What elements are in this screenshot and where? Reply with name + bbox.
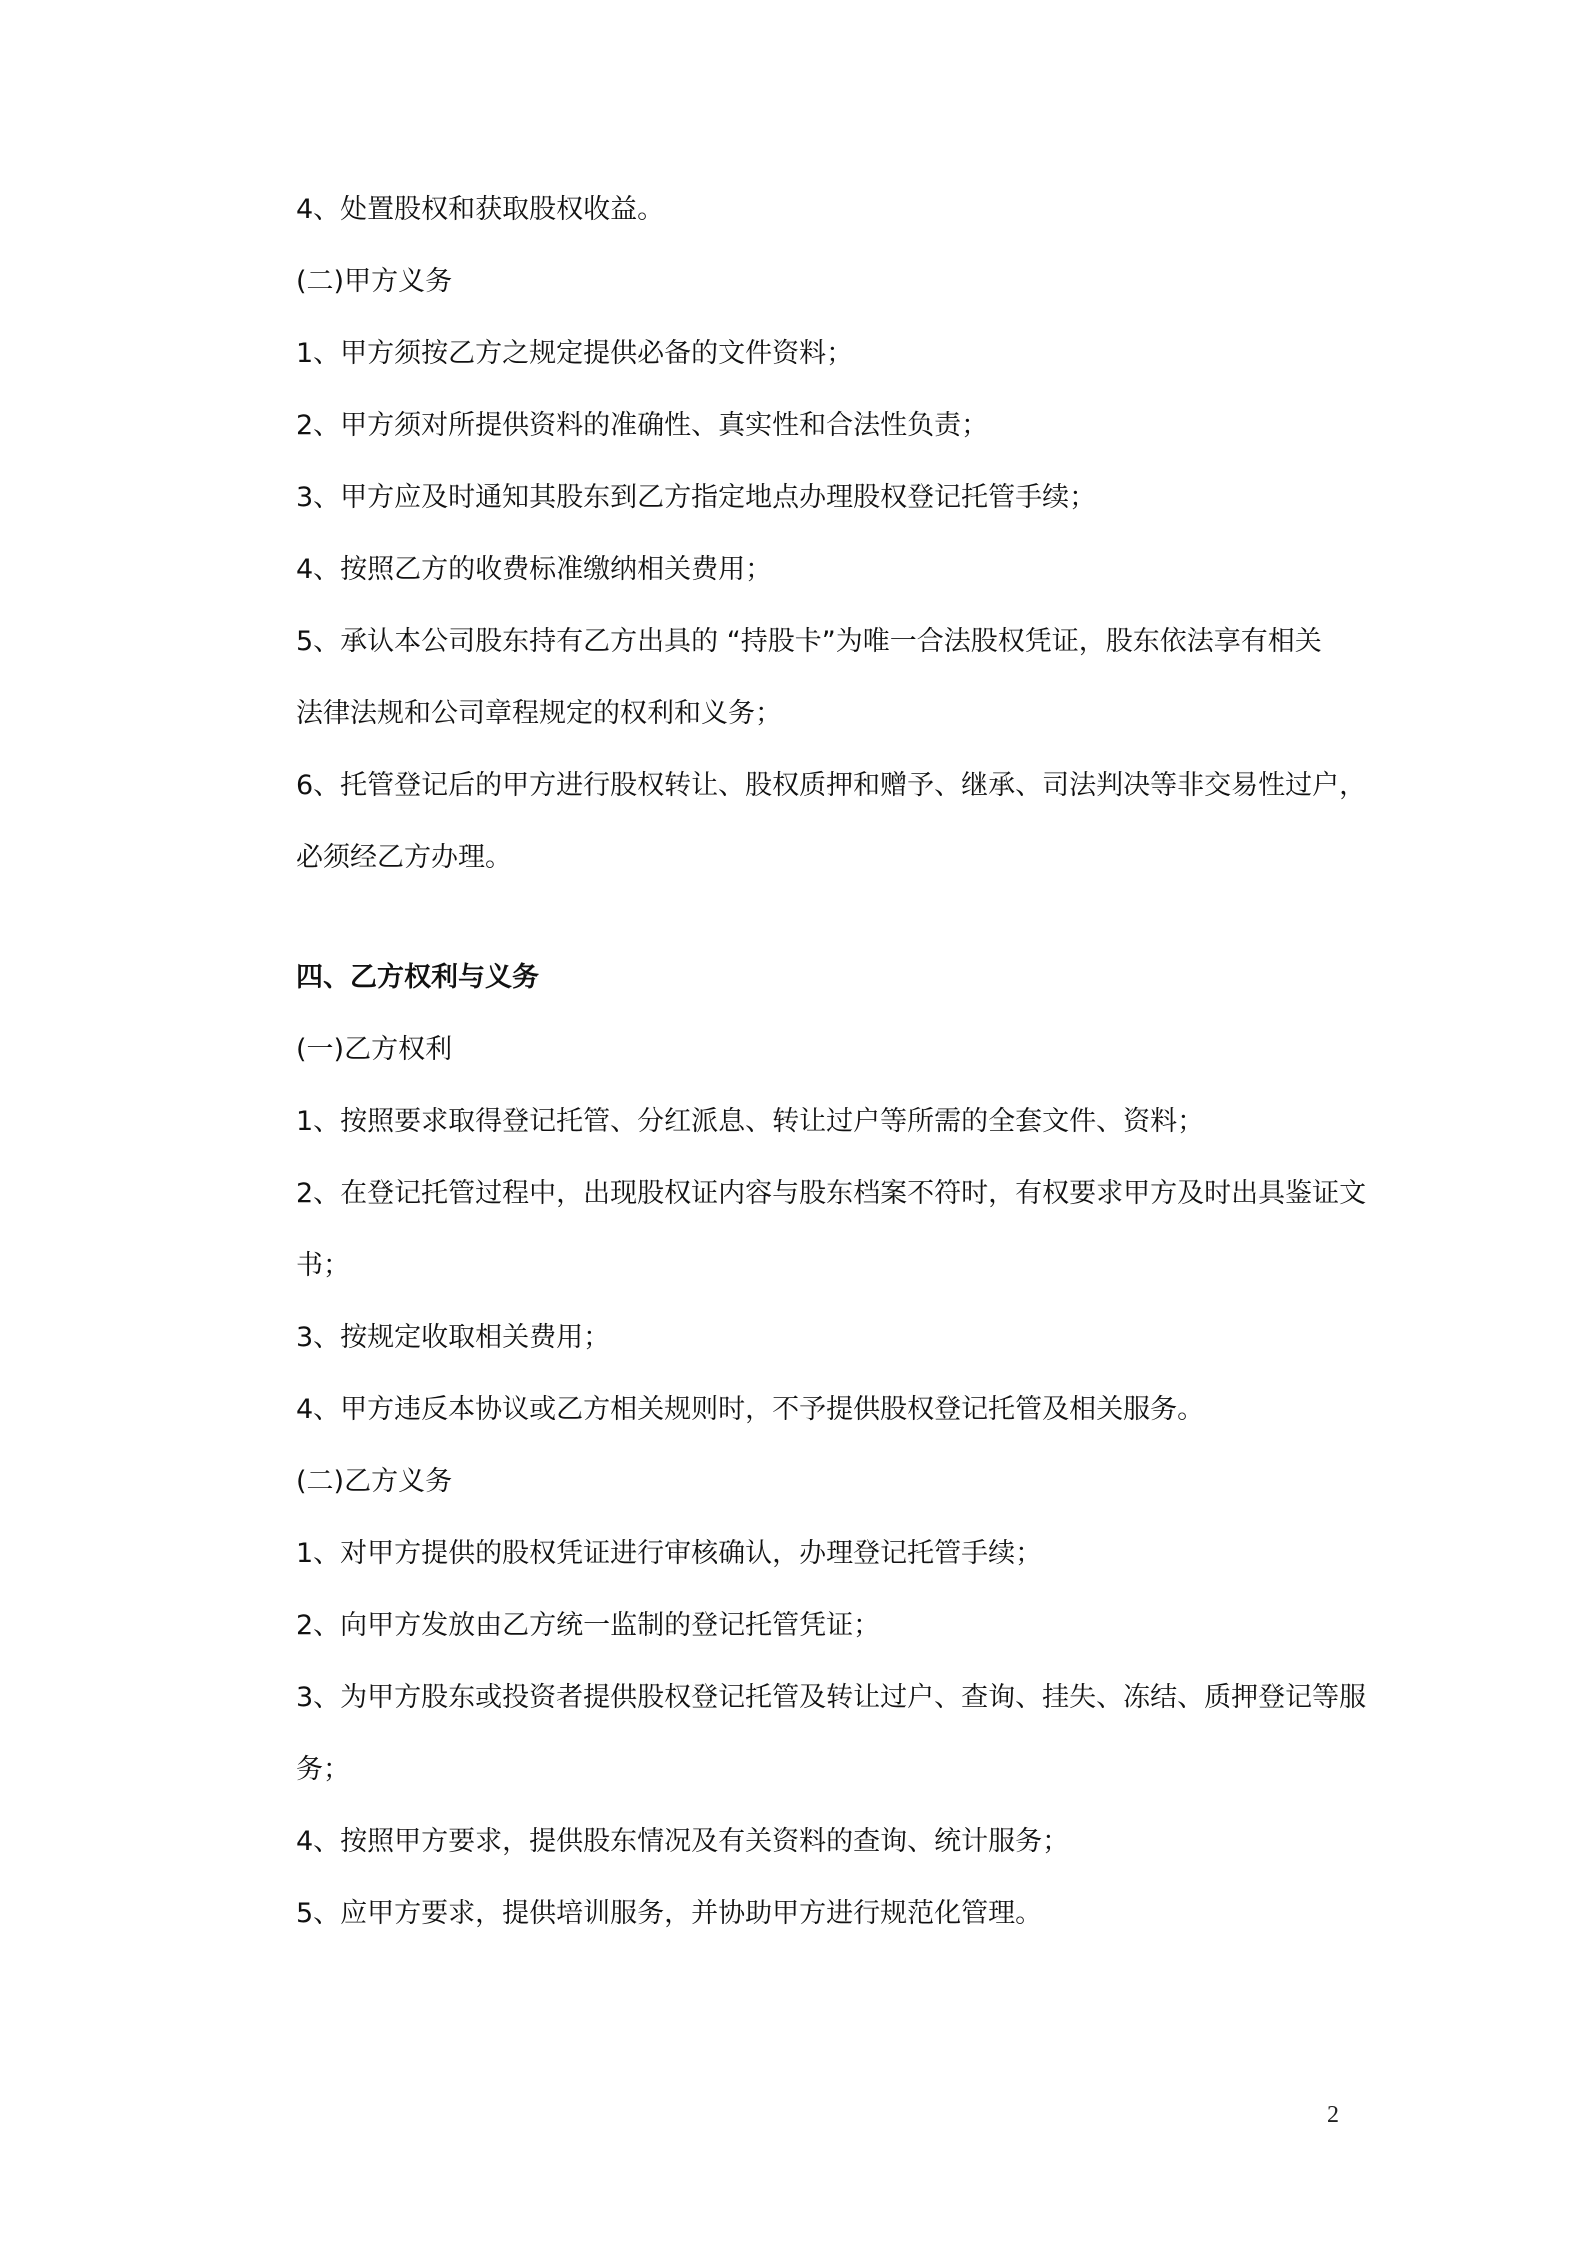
subheading-party-b-rights: (一)乙方权利 bbox=[296, 1034, 453, 1065]
paragraph-line: 2、在登记托管过程中，出现股权证内容与股东档案不符时，有权要求甲方及时出具鉴证文 bbox=[296, 1178, 1367, 1209]
paragraph-line: 务； bbox=[296, 1754, 350, 1785]
paragraph-line: 4、处置股权和获取股权收益。 bbox=[296, 194, 665, 225]
paragraph-line: 1、对甲方提供的股权凭证进行审核确认，办理登记托管手续； bbox=[296, 1538, 1043, 1569]
paragraph-line: 4、按照甲方要求，提供股东情况及有关资料的查询、统计服务； bbox=[296, 1826, 1070, 1857]
paragraph-line: 3、按规定收取相关费用； bbox=[296, 1322, 611, 1353]
paragraph-line: 必须经乙方办理。 bbox=[296, 842, 512, 873]
paragraph-line: 1、按照要求取得登记托管、分红派息、转让过户等所需的全套文件、资料； bbox=[296, 1106, 1205, 1137]
paragraph-line: 6、托管登记后的甲方进行股权转让、股权质押和赠予、继承、司法判决等非交易性过户， bbox=[296, 770, 1367, 801]
paragraph-line: 法律法规和公司章程规定的权利和义务； bbox=[296, 698, 782, 729]
paragraph-line: 5、应甲方要求，提供培训服务，并协助甲方进行规范化管理。 bbox=[296, 1898, 1043, 1929]
section-heading: 四、乙方权利与义务 bbox=[296, 962, 539, 993]
paragraph-line: 5、承认本公司股东持有乙方出具的 “持股卡”为唯一合法股权凭证，股东依法享有相关 bbox=[296, 626, 1322, 657]
paragraph-line: 4、甲方违反本协议或乙方相关规则时，不予提供股权登记托管及相关服务。 bbox=[296, 1394, 1205, 1425]
paragraph-line: 3、为甲方股东或投资者提供股权登记托管及转让过户、查询、挂失、冻结、质押登记等服 bbox=[296, 1682, 1367, 1713]
subheading-party-a-obligations: (二)甲方义务 bbox=[296, 266, 453, 297]
subheading-party-b-obligations: (二)乙方义务 bbox=[296, 1466, 453, 1497]
paragraph-line: 书； bbox=[296, 1250, 350, 1281]
page-number: 2 bbox=[1327, 2102, 1339, 2128]
paragraph-line: 1、甲方须按乙方之规定提供必备的文件资料； bbox=[296, 338, 854, 369]
paragraph-line: 4、按照乙方的收费标准缴纳相关费用； bbox=[296, 554, 773, 585]
paragraph-line: 3、甲方应及时通知其股东到乙方指定地点办理股权登记托管手续； bbox=[296, 482, 1097, 513]
paragraph-line: 2、甲方须对所提供资料的准确性、真实性和合法性负责； bbox=[296, 410, 989, 441]
paragraph-line: 2、向甲方发放由乙方统一监制的登记托管凭证； bbox=[296, 1610, 881, 1641]
